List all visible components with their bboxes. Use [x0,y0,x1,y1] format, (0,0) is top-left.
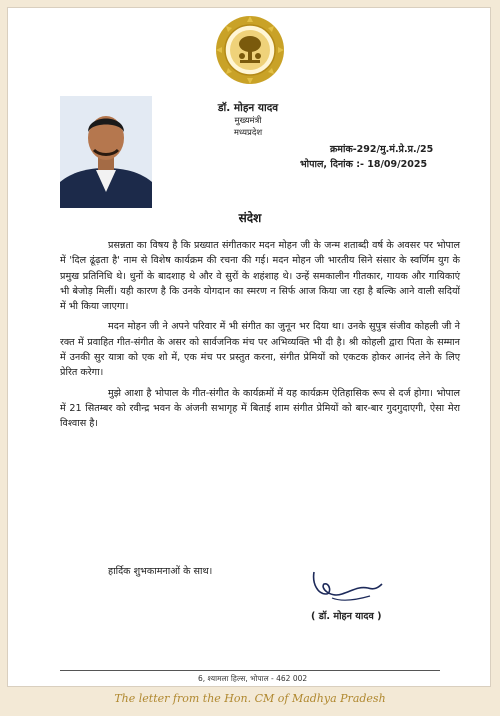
reference-number: क्रमांक-292/मु.मं.प्रे.प्र./25 [330,144,434,155]
sender-header [178,101,318,139]
handwritten-signature-icon [308,564,388,610]
paragraph: प्रसन्नता का विषय है कि प्रख्यात संगीतकार मदन मोहन जी के जन्म शताब्दी वर्ष के अवसर पर भोपाल में 'दिल ढूंढ़ता है' नाम से विशेष कार्यक्रम की रचना की गई। मदन मोहन जी भारतीय सिने संसार के स्वर्णिम युग के प्रमुख प्रतिनिधि थे। धुनों के बादशाह थे और वे सुरों के शहंशाह थे। उन्हें समकालीन गीतकार, गायक और गायिकाएं भी बेजोड़ मिलीं। यही कारण है कि उनके योगदान का स्मरण न सिर्फ आज किया जा रहा है बल्कि आने वाली सदियों में भी किया जाएगा। [60,240,460,313]
place-date: भोपाल, दिनांक :- 18/09/2025 [300,159,428,170]
letter-title: संदेश [238,211,262,225]
sender-state: मध्यप्रदेश [233,128,263,138]
image-caption: The letter from the Hon. CM of Madhya Pradesh [114,692,386,705]
paragraph: मदन मोहन जी ने अपने परिवार में भी संगीत का जुनून भर दिया था। उनके सुपुत्र संजीव कोहली जी ने रक्त में प्रवाहित गीत-संगीत के असर को सार्वजनिक मंच पर अभिव्यक्ति भी दी है। श्री कोहली द्वारा पिता के सम्मान में उनकी सुर यात्रा को एक शो में, एक मंच पर प्रस्तुत करना, संगीत प्रेमियों को एकटक होकर आनंद लेने के लिए प्रेरित करेगा। [60,321,460,379]
closing-line: हार्दिक शुभकामनाओं के साथ। [108,566,213,577]
signer-name: ( डॉ. मोहन यादव ) [311,611,382,622]
madhya-pradesh-state-emblem-icon [214,14,286,86]
reference-block [300,142,480,172]
letter-body [60,238,460,437]
footer-divider [60,670,440,671]
letter-page [7,7,491,687]
footer-address: 6, श्यामला हिल्स, भोपाल - 462 002 [198,674,308,683]
sender-designation: मुख्यमंत्री [234,116,262,126]
portrait-photo-icon [60,96,152,208]
sender-name: डॉ. मोहन यादव [217,102,279,114]
paragraph: मुझे आशा है भोपाल के गीत-संगीत के कार्यक्रमों में यह कार्यक्रम ऐतिहासिक रूप से दर्ज होगा। भोपाल में 21 सितम्बर को रवीन्द्र भवन के अंजनी सभागृह में बिताई शाम संगीत प्रेमियों को बार-बार गुदगुदाएगी, ऐसा मेरा विश्वास है। [60,387,460,430]
